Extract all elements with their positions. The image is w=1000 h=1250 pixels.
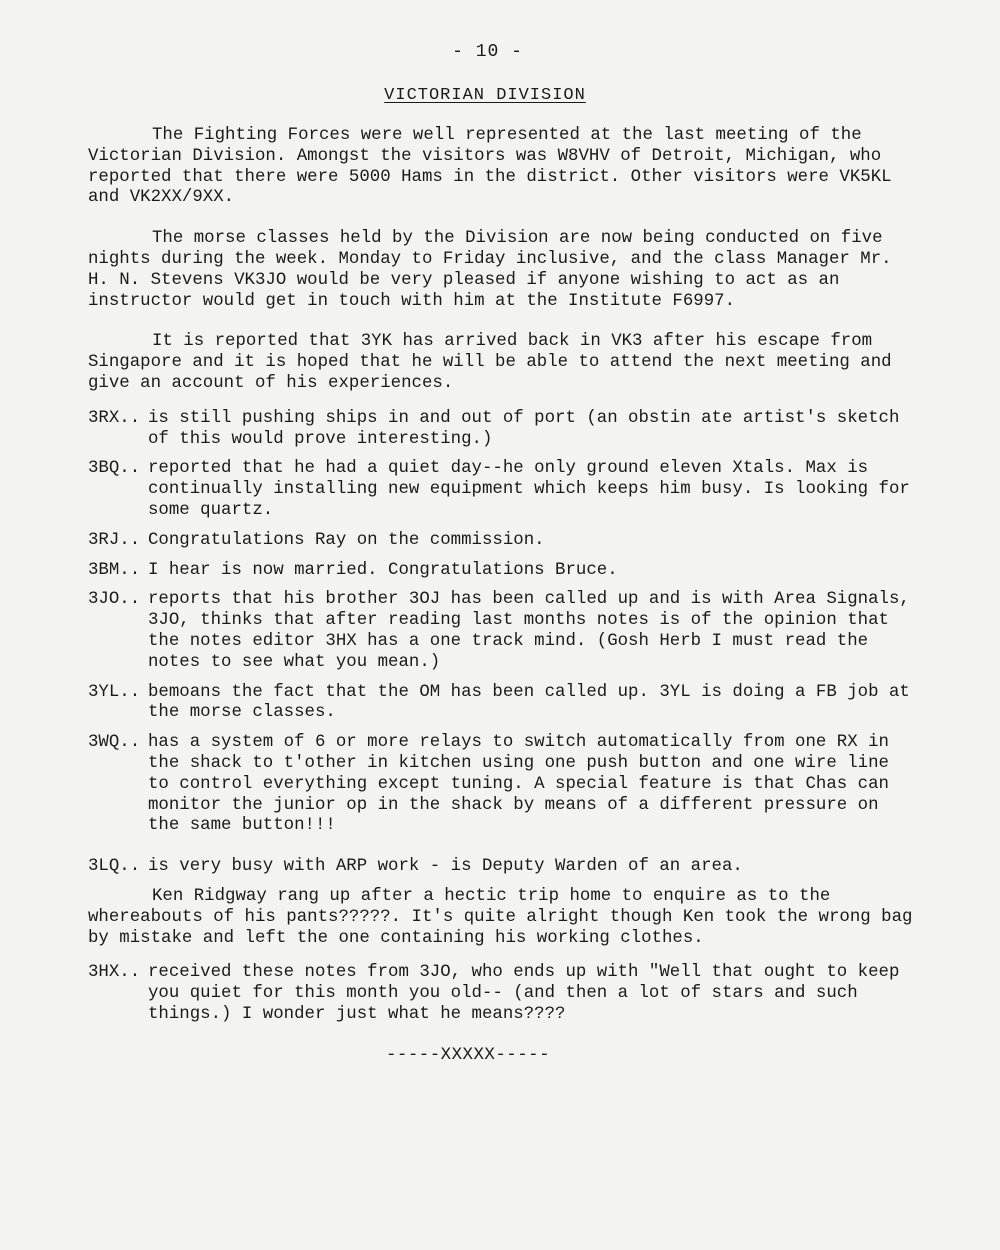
note-text: reports that his brother 3OJ has been called up and is with Area Signals, 3JO, thinks that after reading last months notes is of the opinion that the notes editor 3HX has a one track mind. (Gosh Herb I must read the notes to see what you mean.) [148, 590, 910, 672]
page-number: - 10 - [452, 42, 523, 62]
paragraph-fighting-forces: The Fighting Forces were well represented at the last meeting of the Victorian Division. Amongst the visitors was W8VHV of Detroit, Michigan, who reported that there were 5000 Hams in the district. Other visitors were VK5KL and VK2XX/9XX. [88, 126, 892, 208]
callsign: 3BM.. [88, 560, 141, 580]
end-mark: -----XXXXX----- [386, 1045, 551, 1065]
paragraph-3yk-escape: It is reported that 3YK has arrived back in VK3 after his escape from Singapore and it is hoped that he will be able to attend the next meeting and give an account of his experiences. [88, 332, 892, 393]
callsign: 3JO.. [88, 590, 141, 610]
note-3lq [88, 857, 918, 878]
note-text: Congratulations Ray on the commission. [148, 530, 545, 550]
paragraph-ken-ridgway: Ken Ridgway rang up after a hectic trip home to enquire as to the whereabouts of his pants?????. It's quite alright though Ken took the wrong bag by mistake and left the one containing his working clothes. [88, 886, 913, 948]
note-3hx [88, 963, 918, 1025]
note-3bq [88, 459, 918, 521]
section-title-text: VICTORIAN DIVISION [384, 86, 586, 105]
note-text: reported that he had a quiet day--he only ground eleven Xtals. Max is continually installing new equipment which keeps him busy. Is looking for some quartz. [148, 459, 910, 520]
callsign: 3RX.. [88, 408, 141, 428]
note-3yl [88, 683, 918, 725]
note-3rj [88, 531, 918, 552]
note-text: I hear is now married. Congratulations Bruce. [148, 560, 618, 580]
paragraph-morse-classes: The morse classes held by the Division are now being conducted on five nights during the week. Monday to Friday inclusive, and the class Manager Mr. H. N. Stevens VK3JO would be very pleased if anyone wishing to act as an instructor would get in touch with him at the Institute F6997. [88, 229, 892, 311]
note-3jo [88, 590, 918, 673]
note-text: is still pushing ships in and out of port (an obstin ate artist's sketch of this would prove interesting.) [148, 408, 900, 449]
note-3bm [88, 561, 918, 582]
note-text: received these notes from 3JO, who ends up with "Well that ought to keep you quiet for this month you old-- (and then a lot of stars and such things.) I wonder just what he means???? [148, 963, 900, 1024]
note-3rx [88, 409, 918, 451]
note-text: is very busy with ARP work - is Deputy Warden of an area. [148, 857, 743, 877]
callsign: 3HX.. [88, 963, 141, 983]
callsign: 3YL.. [88, 682, 141, 702]
note-text: has a system of 6 or more relays to switch automatically from one RX in the shack to t'other in kitchen using one push button and one wire line to control everything except tuning. A special feature is that Chas can monitor the junior op in the shack by means of a different pressure on the same button!!! [148, 733, 889, 836]
callsign: 3WQ.. [88, 733, 141, 753]
callsign: 3BQ.. [88, 459, 141, 479]
callsign: 3LQ.. [88, 857, 141, 877]
document-body [88, 126, 918, 1066]
note-3wq [88, 733, 918, 837]
section-title [0, 86, 970, 105]
callsign: 3RJ.. [88, 530, 141, 550]
note-text: bemoans the fact that the OM has been called up. 3YL is doing a FB job at the morse classes. [148, 682, 910, 723]
